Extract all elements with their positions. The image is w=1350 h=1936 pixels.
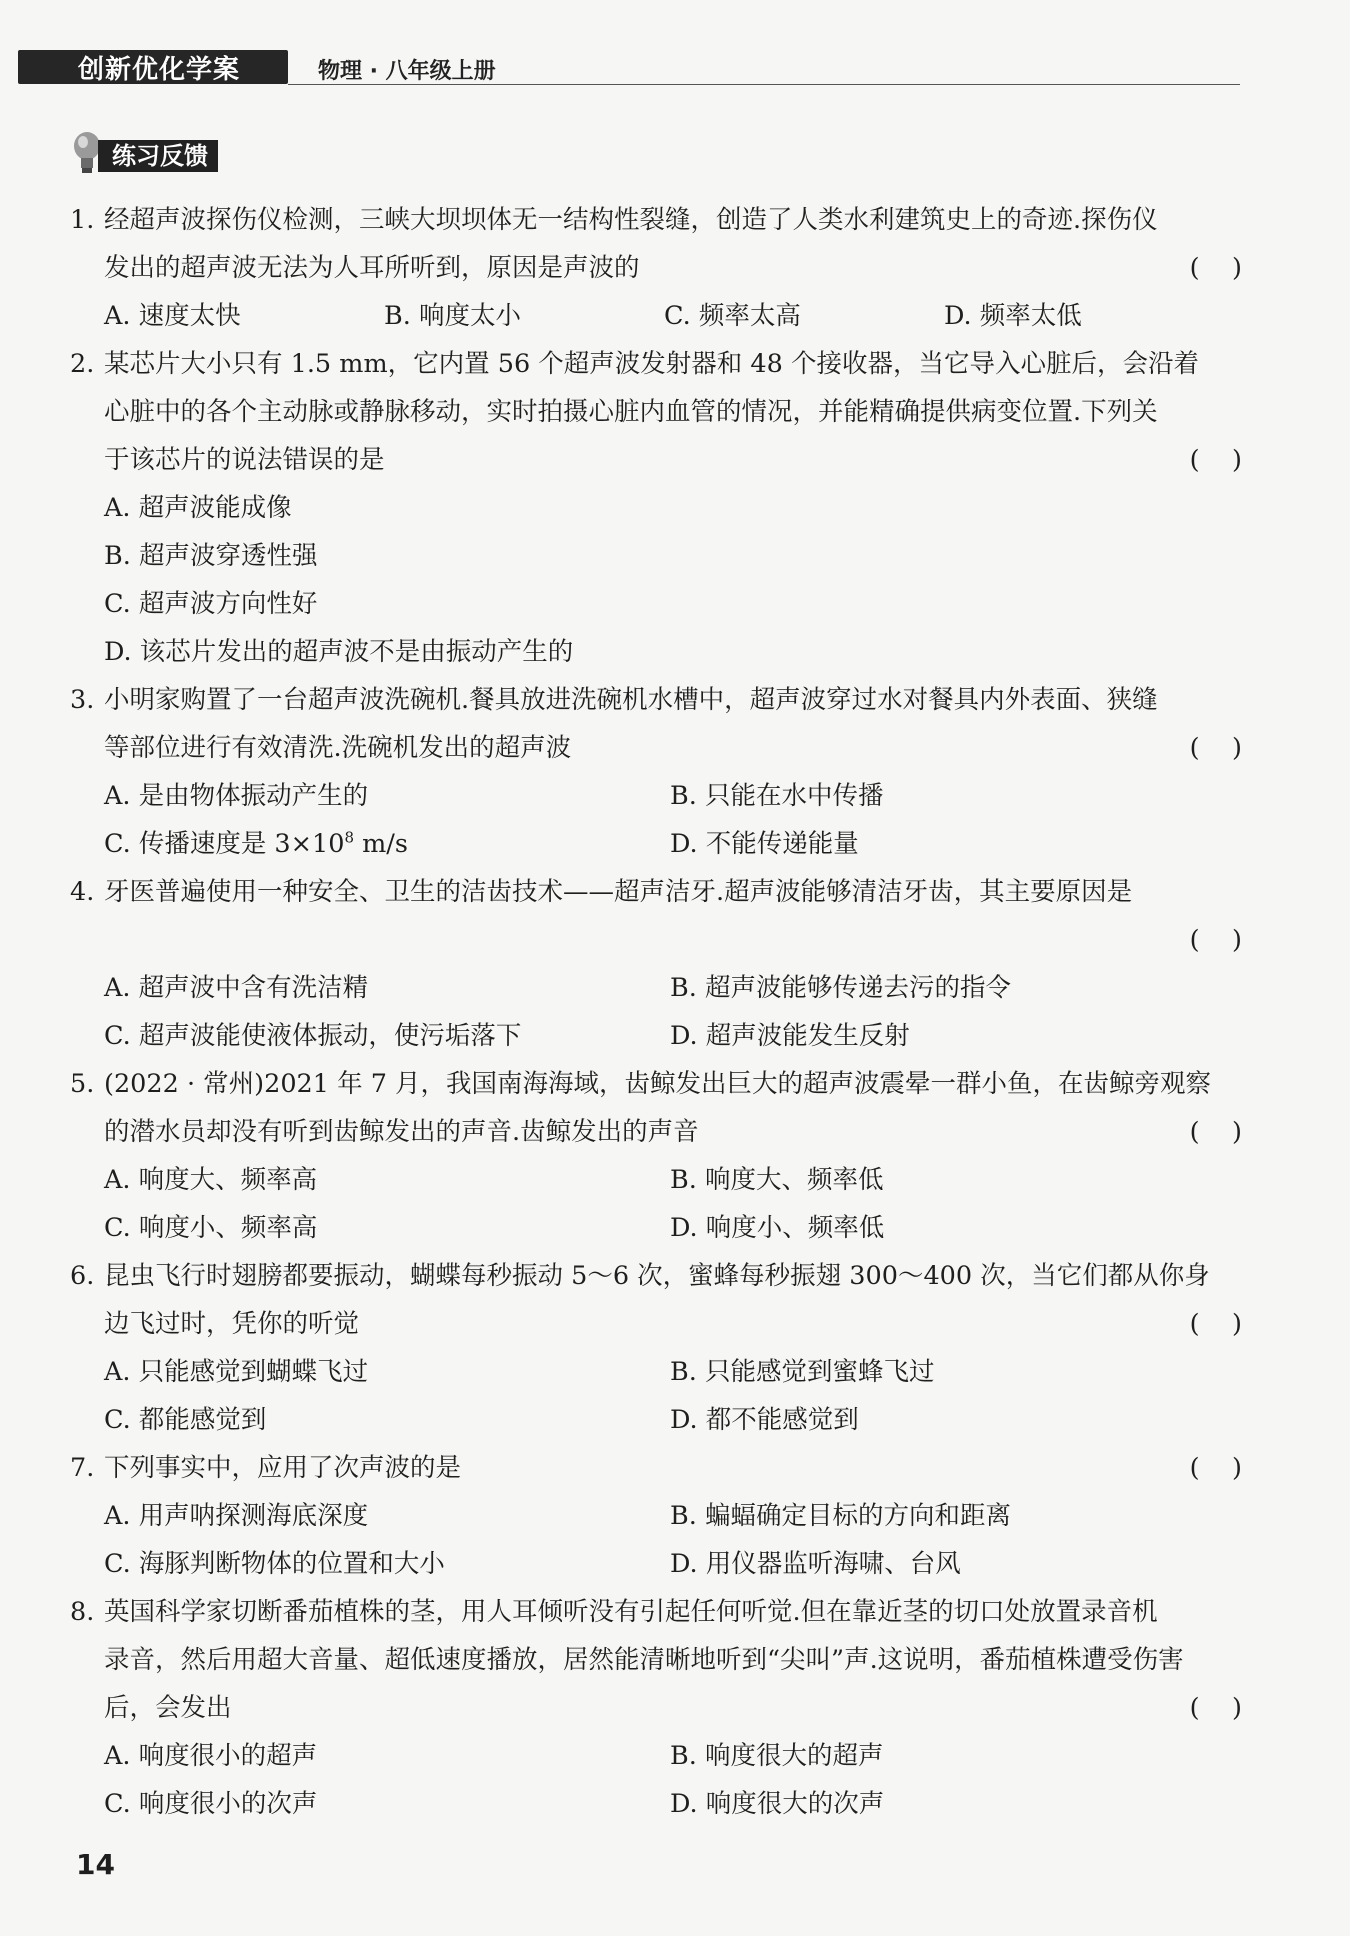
option-b: B. 只能在水中传播 xyxy=(670,781,884,811)
option-d: D. 响度很大的次声 xyxy=(670,1789,885,1819)
question-number: 3. xyxy=(70,685,95,715)
option-a: A. 超声波中含有洗洁精 xyxy=(104,973,369,1003)
option-a: A. 响度大、频率高 xyxy=(104,1165,318,1195)
answer-bracket: ( ) xyxy=(1189,1693,1242,1723)
options xyxy=(70,1156,1242,1252)
question-number: 2. xyxy=(70,349,95,379)
option-b: B. 响度很大的超声 xyxy=(670,1741,884,1771)
option-a: A. 只能感觉到蝴蝶飞过 xyxy=(104,1357,369,1387)
option-d: D. 都不能感觉到 xyxy=(670,1405,859,1435)
question-number: 1. xyxy=(70,205,95,235)
options xyxy=(70,1492,1242,1588)
option-d: D. 该芯片发出的超声波不是由振动产生的 xyxy=(104,637,574,667)
options xyxy=(70,292,1242,340)
question-8 xyxy=(70,1588,1242,1828)
question-number: 5. xyxy=(70,1069,95,1099)
answer-bracket: ( ) xyxy=(1189,1309,1242,1339)
options xyxy=(70,772,1242,868)
question-list xyxy=(70,196,1242,1828)
question-text: 边飞过时，凭你的听觉 xyxy=(104,1309,360,1339)
option-b: B. 响度太小 xyxy=(384,301,521,331)
question-text: 心脏中的各个主动脉或静脉移动，实时拍摄心脏内血管的情况，并能精确提供病变位置.下列关 xyxy=(104,397,1158,427)
question-text: (2022 · 常州)2021 年 7 月，我国南海海域，齿鲸发出巨大的超声波震晕一群小鱼，在齿鲸旁观察 xyxy=(104,1069,1212,1099)
header-logo-bar xyxy=(18,50,288,84)
question-7 xyxy=(70,1444,1242,1588)
option-d: D. 频率太低 xyxy=(944,301,1082,331)
answer-bracket: ( ) xyxy=(1189,1453,1242,1483)
question-number: 8. xyxy=(70,1597,95,1627)
answer-bracket: ( ) xyxy=(1189,733,1242,763)
option-a: A. 速度太快 xyxy=(104,301,241,331)
question-text: 于该芯片的说法错误的是 xyxy=(104,445,385,475)
question-text: 英国科学家切断番茄植株的茎，用人耳倾听没有引起任何听觉.但在靠近茎的切口处放置录音机 xyxy=(104,1597,1158,1627)
option-a: A. 超声波能成像 xyxy=(104,493,292,523)
option-b: B. 蝙蝠确定目标的方向和距离 xyxy=(670,1501,1011,1531)
question-text: 小明家购置了一台超声波洗碗机.餐具放进洗碗机水槽中，超声波穿过水对餐具内外表面、狭缝 xyxy=(104,685,1158,715)
question-5 xyxy=(70,1060,1242,1252)
option-c: C. 海豚判断物体的位置和大小 xyxy=(104,1549,445,1579)
option-b: B. 超声波能够传递去污的指令 xyxy=(670,973,1011,1003)
question-text: 牙医普遍使用一种安全、卫生的洁齿技术——超声洁牙.超声波能够清洁牙齿，其主要原因是 xyxy=(104,877,1133,907)
options xyxy=(70,1732,1242,1828)
options xyxy=(70,1348,1242,1444)
question-text: 的潜水员却没有听到齿鲸发出的声音.齿鲸发出的声音 xyxy=(104,1117,699,1147)
exponent: 8 xyxy=(344,828,355,847)
option-a: A. 响度很小的超声 xyxy=(104,1741,318,1771)
question-text: 某芯片大小只有 1.5 mm，它内置 56 个超声波发射器和 48 个接收器，当它导入心脏后，会沿着 xyxy=(104,349,1199,379)
option-b: B. 超声波穿透性强 xyxy=(104,541,318,571)
option-d: D. 用仪器监听海啸、台风 xyxy=(670,1549,961,1579)
option-c: C. 响度很小的次声 xyxy=(104,1789,318,1819)
question-number: 6. xyxy=(70,1261,95,1291)
option-c: C. 响度小、频率高 xyxy=(104,1213,318,1243)
question-1 xyxy=(70,196,1242,340)
answer-bracket: ( ) xyxy=(1189,253,1242,283)
question-text: 等部位进行有效清洗.洗碗机发出的超声波 xyxy=(104,733,572,763)
question-2 xyxy=(70,340,1242,676)
page-number: 14 xyxy=(76,1848,115,1881)
header-rule xyxy=(288,84,1240,85)
page-header xyxy=(18,44,1240,90)
option-c: C. 超声波能使液体振动，使污垢落下 xyxy=(104,1021,522,1051)
question-text: 下列事实中，应用了次声波的是 xyxy=(104,1453,462,1483)
question-text: 发出的超声波无法为人耳所听到，原因是声波的 xyxy=(104,253,640,283)
option-c: C. 超声波方向性好 xyxy=(104,589,318,619)
option-b: B. 响度大、频率低 xyxy=(670,1165,884,1195)
question-number: 7. xyxy=(70,1453,95,1483)
question-text: 昆虫飞行时翅膀都要振动，蝴蝶每秒振动 5～6 次，蜜蜂每秒振翅 300～400 次，当它们都从你身 xyxy=(104,1261,1210,1291)
option-a: A. 用声呐探测海底深度 xyxy=(104,1501,369,1531)
options xyxy=(70,964,1242,1060)
option-d: D. 不能传递能量 xyxy=(670,829,859,859)
option-c: C. 频率太高 xyxy=(664,301,801,331)
option-c: C. 传播速度是 $3\times 10^8$ m/s xyxy=(104,828,408,859)
question-text: 录音，然后用超大音量、超低速度播放，居然能清晰地听到“尖叫”声.这说明，番茄植株遭受伤害 xyxy=(104,1645,1184,1675)
options xyxy=(70,484,1242,676)
question-4 xyxy=(70,868,1242,1060)
question-number: 4. xyxy=(70,877,95,907)
option-d: D. 响度小、频率低 xyxy=(670,1213,885,1243)
option-b: B. 只能感觉到蜜蜂飞过 xyxy=(670,1357,935,1387)
question-text: 后，会发出 xyxy=(104,1693,232,1723)
answer-bracket: ( ) xyxy=(1189,925,1242,955)
option-d: D. 超声波能发生反射 xyxy=(670,1021,910,1051)
header-subject: 物理 · 八年级上册 xyxy=(318,59,496,84)
question-6 xyxy=(70,1252,1242,1444)
answer-bracket: ( ) xyxy=(1189,1117,1242,1147)
option-c: C. 都能感觉到 xyxy=(104,1405,267,1435)
answer-bracket: ( ) xyxy=(1189,445,1242,475)
section-title: 练习反馈 xyxy=(98,140,218,172)
question-text: 经超声波探伤仪检测，三峡大坝坝体无一结构性裂缝，创造了人类水利建筑史上的奇迹.探伤仪 xyxy=(104,205,1158,235)
header-logo: 创新优化学案 xyxy=(78,54,241,85)
option-a: A. 是由物体振动产生的 xyxy=(104,781,369,811)
question-3 xyxy=(70,676,1242,868)
